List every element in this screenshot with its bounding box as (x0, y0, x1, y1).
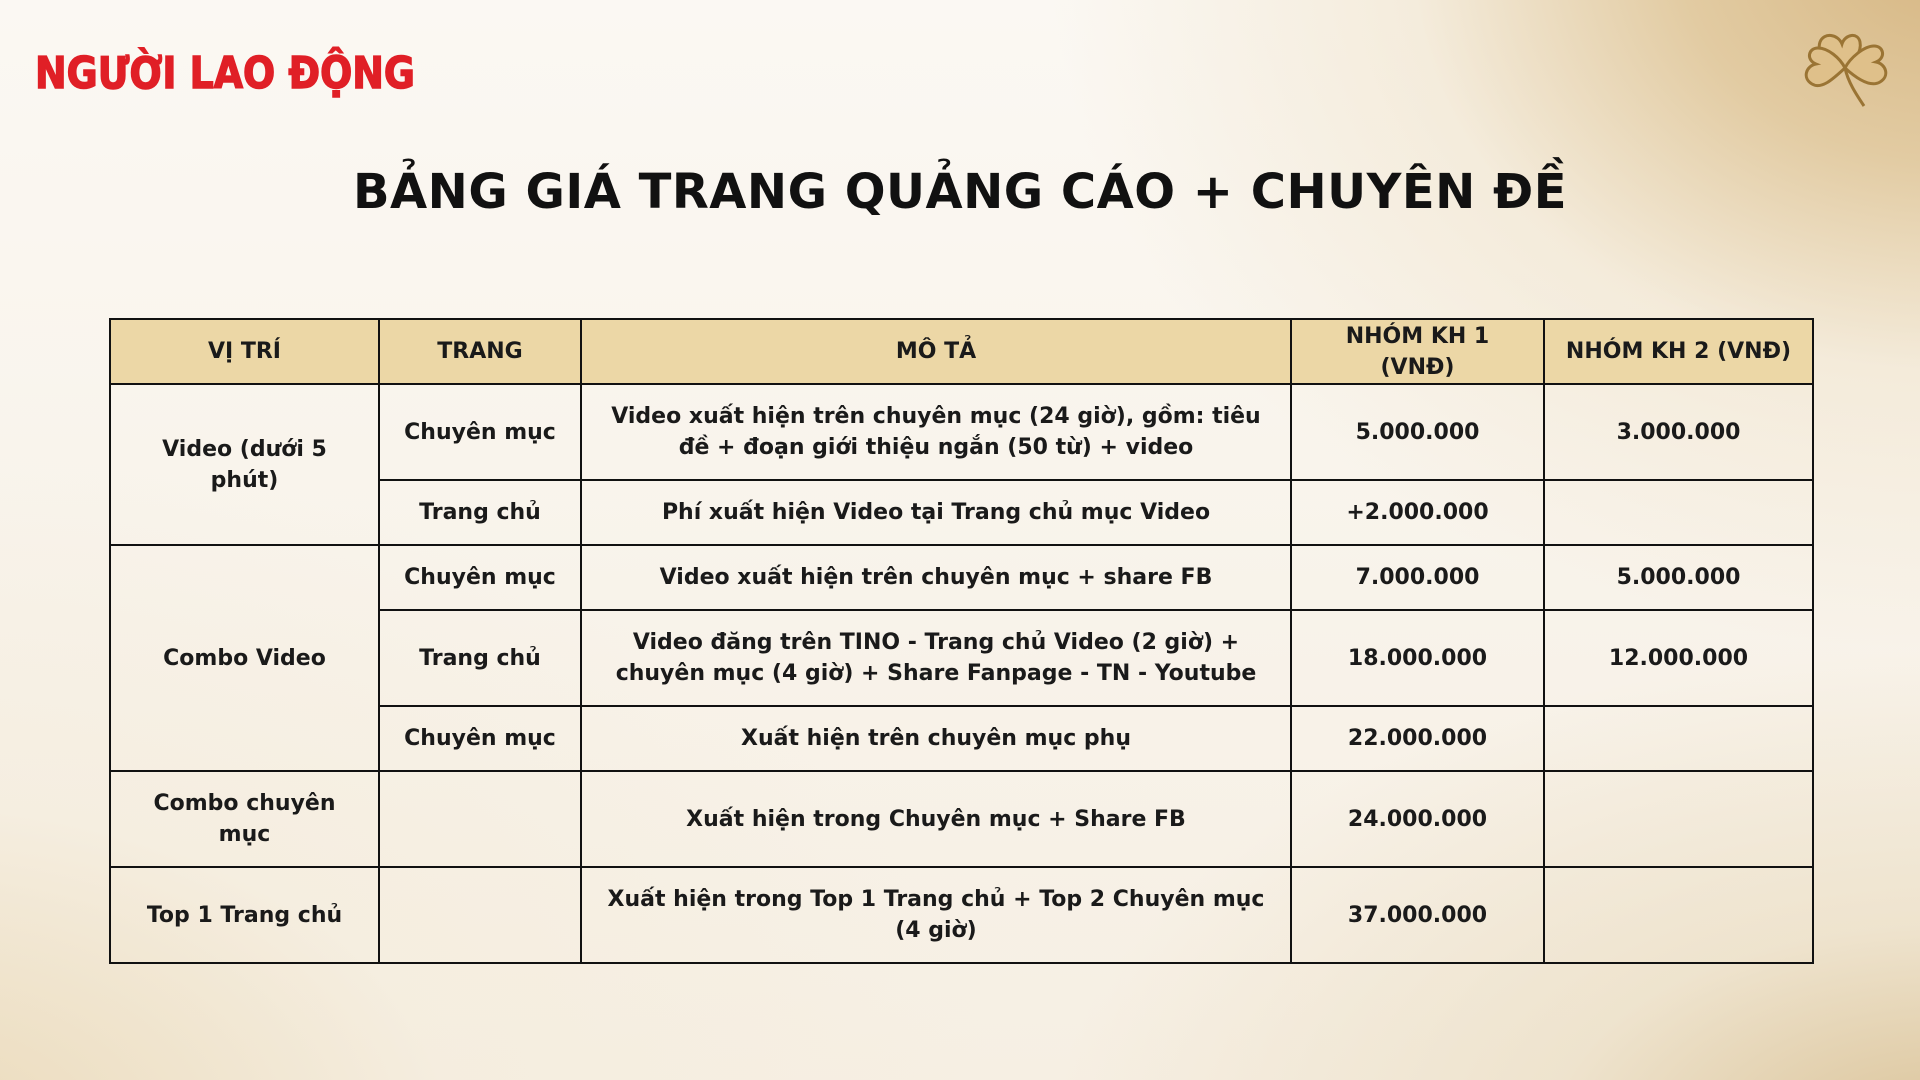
header-description: MÔ TẢ (581, 319, 1291, 384)
cell-description: Xuất hiện trong Chuyên mục + Share FB (581, 771, 1291, 867)
header-group1: NHÓM KH 1 (VNĐ) (1291, 319, 1544, 384)
cell-group1: 37.000.000 (1291, 867, 1544, 963)
cell-group2: 3.000.000 (1544, 384, 1813, 480)
cell-description: Video xuất hiện trên chuyên mục + share FB (581, 545, 1291, 610)
cell-page: Trang chủ (379, 610, 581, 706)
cell-group2 (1544, 480, 1813, 545)
cell-group2: 5.000.000 (1544, 545, 1813, 610)
cell-description: Xuất hiện trên chuyên mục phụ (581, 706, 1291, 771)
cell-position: Top 1 Trang chủ (110, 867, 379, 963)
cell-page: Chuyên mục (379, 545, 581, 610)
cell-position: Combo Video (110, 545, 379, 771)
cell-group1: 22.000.000 (1291, 706, 1544, 771)
clover-icon (1798, 26, 1892, 110)
cell-group2 (1544, 867, 1813, 963)
cell-page: Chuyên mục (379, 384, 581, 480)
cell-position: Video (dưới 5 phút) (110, 384, 379, 545)
table-row (110, 384, 1813, 480)
page-title: BẢNG GIÁ TRANG QUẢNG CÁO + CHUYÊN ĐỀ (352, 164, 1568, 220)
cell-group1: 18.000.000 (1291, 610, 1544, 706)
cell-group1: 24.000.000 (1291, 771, 1544, 867)
header-page: TRANG (379, 319, 581, 384)
cell-group1: +2.000.000 (1291, 480, 1544, 545)
table-row (110, 545, 1813, 610)
cell-group2 (1544, 706, 1813, 771)
cell-description: Video đăng trên TINO - Trang chủ Video (2 giờ) + chuyên mục (4 giờ) + Share Fanpage - TN - Youtube (581, 610, 1291, 706)
brand-logo: NGƯỜI LAO ĐỘNG (35, 48, 415, 99)
cell-description: Phí xuất hiện Video tại Trang chủ mục Video (581, 480, 1291, 545)
cell-page (379, 771, 581, 867)
cell-position: Combo chuyên mục (110, 771, 379, 867)
table-row (110, 867, 1813, 963)
cell-page: Trang chủ (379, 480, 581, 545)
cell-page: Chuyên mục (379, 706, 581, 771)
cell-group2 (1544, 771, 1813, 867)
cell-description: Video xuất hiện trên chuyên mục (24 giờ), gồm: tiêu đề + đoạn giới thiệu ngắn (50 từ) + video (581, 384, 1291, 480)
price-table (109, 318, 1814, 964)
cell-description: Xuất hiện trong Top 1 Trang chủ + Top 2 Chuyên mục (4 giờ) (581, 867, 1291, 963)
cell-group1: 7.000.000 (1291, 545, 1544, 610)
header-group2: NHÓM KH 2 (VNĐ) (1544, 319, 1813, 384)
header-position: VỊ TRÍ (110, 319, 379, 384)
cell-group1: 5.000.000 (1291, 384, 1544, 480)
cell-page (379, 867, 581, 963)
table-header-row (110, 319, 1813, 384)
table-row (110, 771, 1813, 867)
cell-group2: 12.000.000 (1544, 610, 1813, 706)
